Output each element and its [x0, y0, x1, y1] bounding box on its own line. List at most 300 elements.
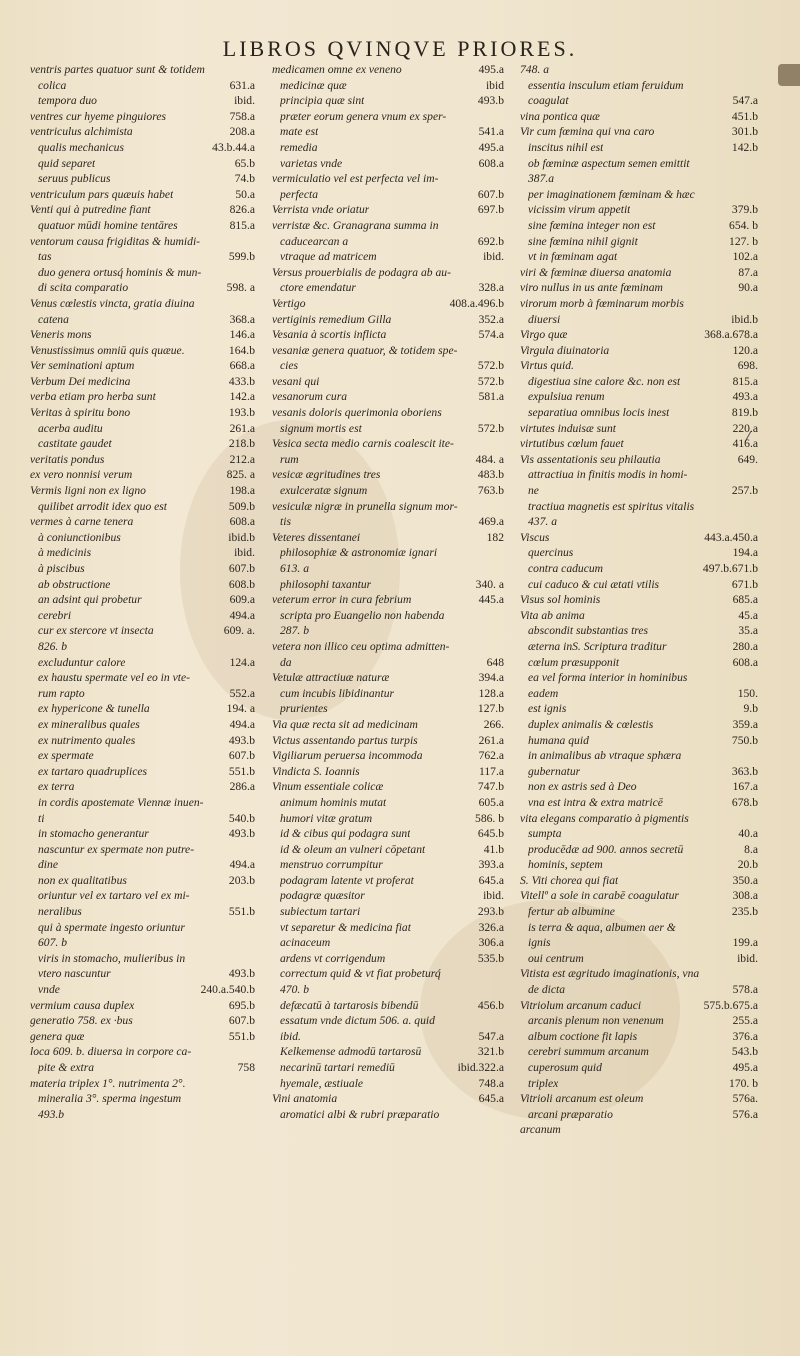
page-reference: 326.a	[478, 920, 504, 934]
page-reference	[754, 156, 758, 172]
index-entry	[272, 202, 504, 218]
index-term: philosophi taxantur	[280, 577, 372, 591]
index-entry	[520, 733, 758, 749]
index-term: caducearcan a	[280, 234, 349, 248]
page-reference: 182	[486, 530, 504, 544]
index-entry	[272, 998, 504, 1014]
index-term: cuperosum quid	[528, 1061, 602, 1074]
index-term: Verrista vnde oriatur	[272, 203, 370, 217]
index-entry	[520, 343, 758, 359]
index-term: veritatis pondus	[30, 452, 105, 466]
index-term: Vis assentationis seu philautia	[520, 452, 661, 466]
index-term: Vir cum fœmina qui vna caro	[520, 125, 655, 139]
page-reference: 261.a	[478, 733, 504, 747]
index-term: à piscibus	[38, 562, 85, 575]
page-reference	[251, 842, 255, 858]
page-reference: 445.a	[478, 593, 504, 607]
page-reference	[251, 1107, 255, 1123]
page-reference: 293.b	[477, 905, 504, 919]
index-entry	[30, 748, 255, 764]
index-term: vesanis doloris querimonia oboriens	[272, 406, 442, 420]
index-term: non ex qualitatibus	[38, 873, 127, 887]
index-term: Verbum Dei medicina	[30, 374, 131, 388]
page-reference: 551.b	[228, 764, 255, 778]
index-entry	[30, 374, 255, 390]
index-entry	[30, 109, 255, 125]
page-reference: 572.b	[477, 359, 504, 373]
index-entry	[520, 655, 758, 671]
index-term: necarinū tartari remediū	[280, 1061, 395, 1074]
page-reference: 581.a	[478, 390, 504, 404]
index-term: Vetulæ attractiuæ naturæ	[272, 671, 390, 685]
index-entry	[520, 1107, 758, 1123]
page-reference: 645.a	[478, 873, 504, 887]
index-entry	[520, 779, 758, 795]
page-tab-marker	[778, 64, 800, 86]
page-reference: 102.a	[732, 250, 758, 264]
index-term: 437. a	[528, 515, 557, 529]
index-term: arcani præparatio	[528, 1107, 613, 1121]
page-reference: 170. b	[729, 1076, 758, 1090]
page-reference	[500, 966, 504, 982]
index-entry	[520, 78, 758, 94]
index-term: cur ex stercore vt insecta	[38, 624, 154, 638]
page-reference: 750.b	[731, 733, 758, 747]
page-reference: 74.b	[234, 172, 255, 186]
index-term: ardens vt corrigendum	[280, 951, 386, 965]
index-entry	[272, 280, 504, 296]
index-term: eadem	[528, 686, 559, 700]
index-term: non ex astris sed à Deo	[528, 780, 637, 794]
page-reference: 493.b	[228, 827, 255, 841]
page-reference: 825. a	[226, 468, 255, 482]
index-entry	[272, 1029, 504, 1045]
index-term: ex tartaro quadruplices	[38, 764, 148, 778]
index-entry	[520, 1076, 758, 1092]
page-reference: 451.b	[731, 109, 758, 123]
index-entry	[30, 358, 255, 374]
index-entry	[30, 1029, 255, 1045]
index-entry	[272, 639, 504, 655]
index-term: aromatici albi & rubri præparatio	[280, 1107, 440, 1121]
index-term: Ver seminationi aptum	[30, 359, 135, 373]
page-reference: ibid.	[737, 951, 758, 965]
index-entry	[520, 951, 758, 967]
index-entry	[272, 826, 504, 842]
index-term: cum incubis libidinantur	[280, 686, 395, 700]
index-entry	[520, 140, 758, 156]
page-reference: 363.b	[731, 764, 758, 778]
page-reference	[754, 78, 758, 94]
index-term: da	[280, 655, 292, 669]
index-entry	[520, 857, 758, 873]
index-term: subiectum tartari	[280, 905, 361, 919]
index-entry	[272, 265, 504, 281]
index-term: Vesania à scortis inflicta	[272, 328, 387, 342]
index-term: prurientes	[280, 702, 328, 716]
page-reference: 608.a	[732, 655, 758, 669]
index-term: S. Viti chorea qui fiat	[520, 873, 619, 887]
index-term: triplex	[528, 1076, 559, 1090]
index-entry	[30, 514, 255, 530]
index-entry	[30, 686, 255, 702]
index-entry	[520, 467, 758, 483]
index-entry	[520, 826, 758, 842]
index-entry	[272, 374, 504, 390]
index-entry	[272, 1044, 504, 1060]
index-term: podagræ quæsitor	[280, 889, 365, 903]
page-reference: 41.b	[483, 842, 504, 856]
index-term: Venus cœlestis vincta, gratia diuina	[30, 296, 195, 310]
index-term: humori vitæ gratum	[280, 811, 373, 825]
index-entry	[272, 218, 504, 234]
index-term: 387.a	[528, 172, 555, 186]
index-term: Veteres dissentanei	[272, 530, 361, 544]
page-reference: 359.a	[732, 717, 758, 731]
index-entry	[272, 156, 504, 172]
page-reference: 547.a	[478, 1029, 504, 1043]
index-term: medicamen omne ex veneno	[272, 63, 402, 76]
page-reference: 495.a	[478, 63, 504, 76]
index-term: 607. b	[38, 936, 67, 950]
index-entry	[30, 1044, 255, 1060]
index-term: vt separetur & medicina fiat	[280, 920, 411, 934]
page-reference: 572.b	[477, 421, 504, 435]
index-entry	[30, 265, 255, 281]
page-reference: 607.b	[477, 187, 504, 201]
page-reference: 551.b	[228, 905, 255, 919]
index-term: defæcatū à tartarosis bibendū	[280, 998, 419, 1012]
page-reference: 497.b.671.b	[702, 562, 758, 575]
index-entry	[520, 327, 758, 343]
index-term: vt in fœminam agat	[528, 250, 618, 264]
page-reference: ibid.b	[228, 530, 255, 544]
index-entry	[520, 748, 758, 764]
page-reference: 654. b	[729, 218, 758, 232]
page-reference: 127.b	[477, 702, 504, 716]
page-reference	[251, 1076, 255, 1092]
index-term: 470. b	[280, 983, 309, 997]
page-reference: 266.	[483, 717, 504, 731]
index-entry	[30, 592, 255, 608]
page-reference: 117.a	[478, 764, 504, 778]
page-reference	[251, 639, 255, 655]
index-entry	[520, 1060, 758, 1076]
index-entry	[30, 296, 255, 312]
page-reference: 493.b	[477, 94, 504, 108]
index-term: vina pontica quæ	[520, 109, 600, 123]
index-term: Veritas à spiritu bono	[30, 406, 131, 420]
page-reference: 607.b	[228, 562, 255, 575]
page-reference: 495.a	[732, 1061, 758, 1074]
page-reference: 586. b	[475, 811, 504, 825]
index-entry	[520, 701, 758, 717]
index-term: digestiua sine calore &c. non est	[528, 374, 681, 388]
page-reference: 483.b	[477, 468, 504, 482]
index-entry	[272, 296, 504, 312]
page-reference: 368.a	[229, 312, 255, 326]
index-entry	[520, 1122, 758, 1138]
page-reference: 535.b	[477, 951, 504, 965]
index-entry	[30, 1060, 255, 1076]
page-reference: 142.b	[731, 140, 758, 154]
page-reference: 484. a	[475, 452, 504, 466]
index-term: Vini anatomia	[272, 1092, 338, 1106]
index-entry	[30, 405, 255, 421]
page-reference: 394.a	[478, 671, 504, 685]
index-term: Vitrioli arcanum est oleum	[520, 1092, 644, 1106]
page-reference: 678.b	[731, 795, 758, 809]
index-entry	[520, 1091, 758, 1107]
index-term: cerebri summum arcanum	[528, 1045, 649, 1059]
index-term: scriptа pro Euangelio non habenda	[280, 608, 445, 622]
index-term: viris in stomacho, mulieribus in	[38, 951, 186, 965]
index-entry	[30, 577, 255, 593]
page-reference: 494.a	[229, 858, 255, 872]
page-reference: 443.a.450.a	[704, 530, 758, 544]
page-reference: 408.a.496.b	[449, 296, 504, 310]
page-reference: 352.a	[478, 312, 504, 326]
page-reference: 340. a	[475, 577, 504, 591]
index-entry	[520, 764, 758, 780]
page-reference: 308.a	[732, 889, 758, 903]
page-reference: 194. a	[226, 702, 255, 716]
index-entry	[520, 873, 758, 889]
page-reference	[754, 171, 758, 187]
index-term: ibid.	[280, 1029, 301, 1043]
index-entry	[30, 389, 255, 405]
index-term: ignis	[528, 936, 551, 950]
page-reference	[500, 109, 504, 125]
page-reference: 280.a	[732, 639, 758, 653]
index-term: vertiginis remedium Gilla	[272, 312, 392, 326]
page-reference	[754, 514, 758, 530]
index-term: est ignis	[528, 702, 567, 716]
page-reference: 509.b	[228, 499, 255, 513]
index-entry	[272, 982, 504, 998]
page-reference: 762.a	[478, 749, 504, 763]
index-term: Visus sol hominis	[520, 593, 601, 607]
index-term: sumpta	[528, 827, 562, 841]
page-reference: 494.a	[229, 608, 255, 622]
index-term: ex mineralibus quales	[38, 717, 140, 731]
index-entry	[30, 951, 255, 967]
index-term: vesani qui	[272, 374, 320, 388]
index-term: vermes à carne tenera	[30, 515, 134, 529]
page-reference: 607.b	[228, 749, 255, 763]
page-reference: 645.b	[477, 827, 504, 841]
index-entry	[30, 1107, 255, 1123]
index-entry	[520, 421, 758, 437]
page-reference: 668.a	[229, 359, 255, 373]
index-entry	[272, 436, 504, 452]
page-reference: 198.a	[229, 484, 255, 498]
page-reference	[251, 1044, 255, 1060]
page-reference: 493.b	[228, 967, 255, 981]
index-entry	[30, 124, 255, 140]
page-reference: 469.a	[478, 515, 504, 529]
index-entry	[520, 483, 758, 499]
index-column-2	[272, 62, 504, 1122]
index-entry	[520, 280, 758, 296]
index-entry	[272, 748, 504, 764]
page-reference: 551.b	[228, 1029, 255, 1043]
page-reference: 208.a	[229, 125, 255, 139]
page-reference	[500, 982, 504, 998]
index-term: ti	[38, 811, 45, 825]
index-entry	[30, 888, 255, 904]
index-term: mate est	[280, 125, 319, 139]
page-reference: 648	[486, 655, 504, 669]
index-term: vetera non illico ceu optima admitten-	[272, 639, 450, 653]
index-entry	[272, 966, 504, 982]
index-term: catena	[38, 312, 69, 326]
page-reference: 540.b	[228, 811, 255, 825]
index-entry	[520, 374, 758, 390]
index-entry	[272, 1091, 504, 1107]
index-term: ventorum causa frigiditas & humidi-	[30, 234, 201, 248]
index-entry	[30, 156, 255, 172]
index-term: Virtus quid.	[520, 359, 574, 373]
index-term: album coctione fit lapis	[528, 1029, 638, 1043]
index-term: ea vel forma interior in hominibus	[528, 671, 688, 685]
index-term: Victus assentando partus turpis	[272, 733, 418, 747]
index-entry	[520, 561, 758, 577]
page-reference: 631.a	[229, 78, 255, 92]
page-reference	[500, 343, 504, 359]
index-entry	[30, 62, 255, 78]
page-reference	[754, 1122, 758, 1138]
index-term: ex nutrimento quales	[38, 733, 136, 747]
index-entry	[520, 358, 758, 374]
index-term: vesaniæ genera quatuor, & totidem spe-	[272, 343, 458, 357]
index-term: sine fœmina integer non est	[528, 218, 656, 232]
index-term: essentia insculum etiam feruidum	[528, 78, 684, 92]
index-entry	[30, 312, 255, 328]
index-entry	[520, 670, 758, 686]
index-term: animum hominis mutat	[280, 795, 387, 809]
index-entry	[30, 920, 255, 936]
index-entry	[272, 951, 504, 967]
index-term: quercinus	[528, 546, 574, 560]
index-entry	[272, 499, 504, 515]
index-entry	[30, 717, 255, 733]
index-term: ex haustu spermate vel eo in vte-	[38, 671, 190, 685]
index-entry	[272, 389, 504, 405]
index-entry	[520, 795, 758, 811]
index-entry	[272, 795, 504, 811]
index-term: ex hypericone & tunella	[38, 702, 150, 716]
index-entry	[272, 842, 504, 858]
index-term: vita elegans comparatio à pigmentis	[520, 811, 689, 825]
index-entry	[30, 639, 255, 655]
index-entry	[30, 343, 255, 359]
index-term: menstruo corrumpitur	[280, 858, 383, 872]
index-entry	[30, 1013, 255, 1029]
page-reference: 286.a	[229, 780, 255, 794]
index-term: seruus publicus	[38, 172, 111, 186]
page-reference: 127. b	[729, 234, 758, 248]
index-term: vermium causa duplex	[30, 998, 135, 1012]
index-entry	[272, 234, 504, 250]
index-entry	[272, 686, 504, 702]
index-entry	[272, 62, 504, 78]
index-entry	[272, 904, 504, 920]
page-reference: 261.a	[229, 421, 255, 435]
page-reference	[754, 467, 758, 483]
index-term: Vitista est ægritudo imaginationis, vna	[520, 967, 700, 981]
page-reference: 605.a	[478, 795, 504, 809]
page-reference: 576a.	[732, 1092, 758, 1106]
index-entry	[272, 935, 504, 951]
index-entry	[272, 312, 504, 328]
index-entry	[520, 436, 758, 452]
index-term: cies	[280, 359, 299, 373]
page-reference: 212.a	[229, 452, 255, 466]
index-term: veterum error in cura febrium	[272, 593, 412, 607]
index-entry	[272, 124, 504, 140]
index-term: an adsint qui probetur	[38, 593, 142, 607]
index-entry	[520, 545, 758, 561]
index-entry	[30, 499, 255, 515]
page-reference	[251, 265, 255, 281]
index-entry	[520, 249, 758, 265]
page-reference	[500, 545, 504, 561]
index-entry	[272, 811, 504, 827]
page-reference	[251, 62, 255, 78]
page-reference: ibid.	[234, 94, 255, 108]
page-reference: 9.b	[743, 702, 758, 716]
index-entry	[30, 655, 255, 671]
index-entry	[520, 156, 758, 172]
index-entry	[272, 1107, 504, 1123]
index-term: Via quæ recta sit ad medicinam	[272, 717, 418, 731]
page-reference	[754, 670, 758, 686]
index-entry	[30, 561, 255, 577]
page-reference	[754, 811, 758, 827]
page-reference: 494.a	[229, 717, 255, 731]
index-term: mineralia 3°. sperma ingestum	[38, 1092, 182, 1106]
page-reference	[251, 935, 255, 951]
index-entry	[30, 545, 255, 561]
index-term: per imaginationem fœminam & hæc	[528, 187, 695, 201]
index-term: qui à spermate ingesto oriuntur	[38, 920, 185, 934]
page-reference	[500, 171, 504, 187]
index-entry	[272, 530, 504, 546]
index-entry	[520, 935, 758, 951]
page-reference	[754, 499, 758, 515]
index-entry	[272, 733, 504, 749]
index-entry	[30, 998, 255, 1014]
index-entry	[520, 1044, 758, 1060]
index-entry	[272, 670, 504, 686]
index-term: Vermis ligni non ex ligno	[30, 484, 146, 498]
index-entry	[30, 795, 255, 811]
index-term: virtutes induisæ sunt	[520, 421, 616, 435]
index-entry	[30, 826, 255, 842]
index-entry	[30, 1091, 255, 1107]
index-term: quid separet	[38, 156, 96, 170]
index-entry	[30, 202, 255, 218]
page-reference	[500, 561, 504, 577]
index-entry	[520, 686, 758, 702]
index-entry	[272, 93, 504, 109]
page-reference: 393.a	[478, 858, 504, 872]
page-reference: 306.a	[478, 936, 504, 950]
index-term: tractiua magnetis est spiritus vitalis	[528, 499, 695, 513]
index-term: loca 609. b. diuersa in corpore ca-	[30, 1045, 192, 1059]
page-reference: 607.b	[228, 1014, 255, 1028]
